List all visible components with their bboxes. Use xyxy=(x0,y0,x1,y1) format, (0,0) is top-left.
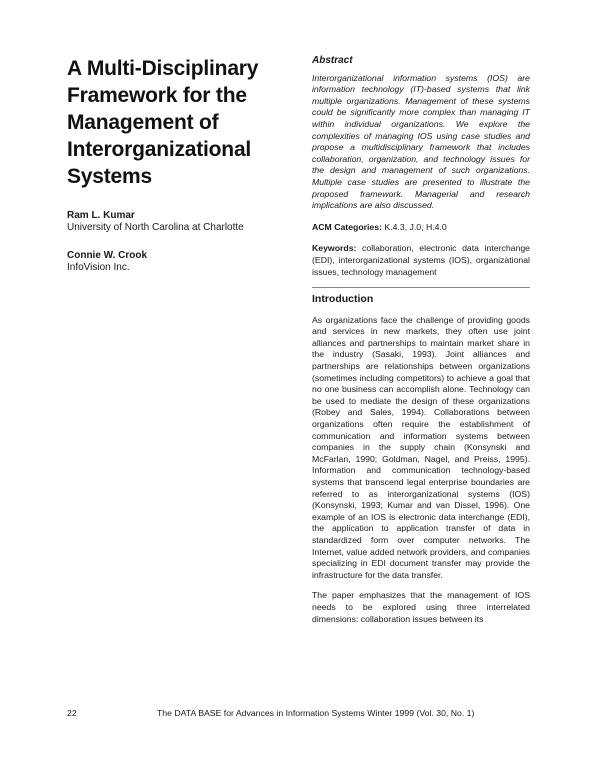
section-divider xyxy=(312,287,530,288)
acm-categories xyxy=(312,222,530,234)
title-line: Framework for the xyxy=(67,84,247,107)
keywords xyxy=(312,243,530,278)
keywords-value: collaboration, electronic data interchange (EDI), interorganizational systems (IOS), organizational issues, technology management xyxy=(312,243,530,277)
acm-value: K.4.3, J.0, H.4.0 xyxy=(384,221,447,232)
title-line: Systems xyxy=(67,165,152,188)
acm-label: ACM Categories: xyxy=(312,221,382,232)
author-affiliation: University of North Carolina at Charlotte xyxy=(67,222,244,233)
abstract-text: Interorganizational information systems (IOS) are information technology (IT)-based systems that link multiple organizations. Management of these systems could be significantly more complex than managing IT within individual organizations. We explore the complexities of managing IOS using case studies and propose a multidisciplinary framework that includes collaboration, organization, and technology issues for the design and management of such organizations. Multiple case studies are presented to illustrate the proposed framework. Managerial and research implications are also discussed. xyxy=(312,72,530,211)
main-column xyxy=(312,55,530,634)
page-number: 22 xyxy=(67,708,77,718)
introduction-heading: Introduction xyxy=(312,293,374,306)
title-line: A Multi-Disciplinary xyxy=(67,57,259,80)
introduction-paragraph: The paper emphasizes that the management of IOS needs to be explored using three interrelated dimensions: collaboration issues between its xyxy=(312,590,530,624)
title-line: Management of xyxy=(67,111,219,134)
introduction-paragraph: As organizations face the challenge of providing goods and services in new markets, they often use joint alliances and partnerships to maintain market share in the industry (Sasaki, 1993). Joint alliances and partnerships are relationships between organizations (sometimes including competitors) to achieve a goal that no one business can accomplish alone. Technology can be used to mediate the design of these organizations (Robey and Sales, 1994). Collaborations between organizations often require the establishment of communication and information systems between companies in the supply chain (Konsynski and McFarlan, 1990; Goldman, Nagel, and Preiss, 1995). Information and communication technology-based systems that transcend legal enterprise boundaries are referred to as interorganizational systems (IOS) (Konsynski, 1993; Kumar and van Dissel, 1996). One example of an IOS is electronic data interchange (EDI), the application to application transfer of data in standardized form over computer networks. The Internet, value added network providers, and companies specializing in EDI document transfer may provide the infrastructure for the data transfer. xyxy=(312,314,530,580)
title-line: Interorganizational xyxy=(67,138,252,161)
author-name: Connie W. Crook xyxy=(67,250,147,261)
author-name: Ram L. Kumar xyxy=(67,210,135,221)
keywords-label: Keywords: xyxy=(312,243,357,254)
author-1 xyxy=(67,210,297,234)
paper-title xyxy=(67,55,297,190)
author-2 xyxy=(67,250,297,274)
journal-citation: The DATA BASE for Advances in Information Systems Winter 1999 (Vol. 30, No. 1) xyxy=(157,708,475,718)
abstract-heading: Abstract xyxy=(312,55,353,66)
author-affiliation: InfoVision Inc. xyxy=(67,262,130,273)
title-block xyxy=(67,55,297,274)
